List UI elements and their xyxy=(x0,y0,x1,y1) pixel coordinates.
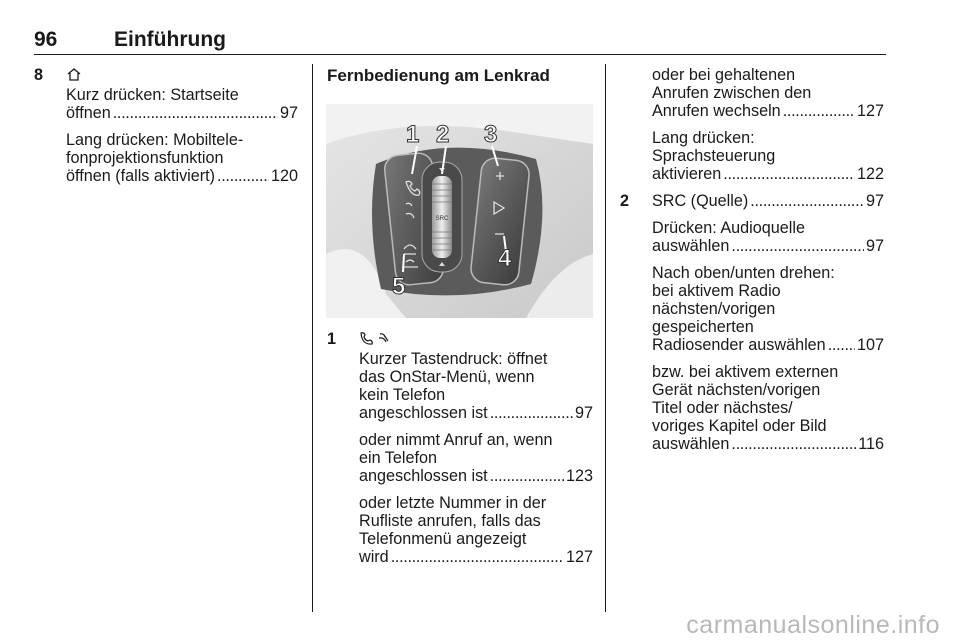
text-line: Telefonmenü angezeigt xyxy=(359,530,527,548)
reference-line xyxy=(359,467,593,485)
leader-dots xyxy=(391,548,564,566)
reference-text: öffnen (falls aktiviert) xyxy=(66,167,216,185)
text-line: Lang drücken: Mobiltele- xyxy=(66,131,244,149)
leader-dots xyxy=(731,237,864,255)
leader-dots xyxy=(828,336,855,354)
description-paragraph xyxy=(652,219,884,255)
callout-1: 1 xyxy=(406,121,420,148)
page-ref-link[interactable]: 127 xyxy=(856,102,884,120)
phone-icon xyxy=(359,331,373,349)
page-ref-link[interactable]: 97 xyxy=(279,104,298,122)
text-line: Lang drücken: xyxy=(652,129,755,147)
text-line: Drücken: Audioquelle xyxy=(652,219,805,237)
column-2 xyxy=(327,66,593,86)
page-number: 96 xyxy=(34,28,58,51)
page-ref-link[interactable]: 127 xyxy=(565,548,593,566)
description-paragraph xyxy=(652,66,884,120)
text-line: bei aktivem Radio xyxy=(652,282,781,300)
description-paragraph xyxy=(652,264,884,354)
text-line: bzw. bei aktivem externen xyxy=(652,363,839,381)
reference-text: angeschlossen ist xyxy=(359,467,488,485)
text-line: Gerät nächsten/vorigen xyxy=(652,381,821,399)
reference-text: aktivieren xyxy=(652,165,722,183)
reference-line xyxy=(652,435,884,453)
description-paragraph xyxy=(66,86,298,122)
item-8 xyxy=(34,66,298,185)
src-label: SRC xyxy=(435,216,449,222)
text-line: oder letzte Nummer in der xyxy=(359,494,547,512)
description-paragraph xyxy=(359,494,593,566)
page-ref-link[interactable]: 97 xyxy=(865,237,884,255)
home-icon xyxy=(66,67,82,86)
item-number: 8 xyxy=(34,66,44,84)
text-line: oder bei gehaltenen xyxy=(652,66,796,84)
page-header xyxy=(34,28,886,55)
page-ref-link[interactable]: 122 xyxy=(856,165,884,183)
leader-dots xyxy=(217,167,269,185)
text-line: Titel oder nächstes/ xyxy=(652,399,793,417)
text-line: das OnStar-Menü, wenn xyxy=(359,368,535,386)
text-line: ein Telefon xyxy=(359,449,438,467)
text-line: Rufliste anrufen, falls das xyxy=(359,512,541,530)
leader-dots xyxy=(731,435,856,453)
description-paragraph xyxy=(359,431,593,485)
page-ref-link[interactable]: 97 xyxy=(574,404,593,422)
callout-4: 4 xyxy=(498,245,512,272)
callout-5: 5 xyxy=(392,273,406,300)
reference-line xyxy=(652,237,884,255)
leader-dots xyxy=(783,102,855,120)
reference-text: öffnen xyxy=(66,104,111,122)
section-title: Fernbedienung am Lenkrad xyxy=(327,66,550,85)
item-number: 1 xyxy=(327,330,337,348)
description-paragraph xyxy=(359,350,593,422)
item-2-title: SRC (Quelle) . . . 97 xyxy=(652,192,884,210)
reference-line xyxy=(652,165,884,183)
text-line: gespeicherten xyxy=(652,318,754,336)
steering-wheel-figure xyxy=(326,104,593,318)
text-line: kein Telefon xyxy=(359,386,446,404)
text-line: Nach oben/unten drehen: xyxy=(652,264,835,282)
column-3 xyxy=(620,66,884,453)
reference-text: Anrufen wechseln xyxy=(652,102,781,120)
reference-line xyxy=(359,404,593,422)
reference-text: auswählen xyxy=(652,237,730,255)
reference-text: angeschlossen ist xyxy=(359,404,488,422)
description-paragraph xyxy=(652,363,884,453)
reference-line xyxy=(652,102,884,120)
reference-line xyxy=(359,548,593,566)
page-ref-link[interactable]: 107 xyxy=(856,336,884,354)
column-2-body xyxy=(327,330,593,566)
text-line: Sprachsteuerung xyxy=(652,147,776,165)
callout-2: 2 xyxy=(436,121,450,148)
reference-line xyxy=(66,167,298,185)
description-paragraph xyxy=(66,131,298,185)
reference-text: auswählen xyxy=(652,435,730,453)
reference-line xyxy=(66,104,298,122)
text-line: Kurzer Tastendruck: öffnet xyxy=(359,350,548,368)
leader-dots xyxy=(490,467,564,485)
watermark: carmanualsonline.info xyxy=(686,611,940,639)
leader-dots xyxy=(113,104,278,122)
page-ref-link[interactable]: 116 xyxy=(858,435,884,453)
text-line: fonprojektionsfunktion xyxy=(66,149,224,167)
chapter-title: Einführung xyxy=(114,28,226,51)
page-ref-link[interactable]: 123 xyxy=(565,467,593,485)
onstar-icon xyxy=(377,331,391,349)
item-number: 2 xyxy=(620,192,630,210)
text-line: Kurz drücken: Startseite xyxy=(66,86,239,104)
leader-dots xyxy=(490,404,573,422)
leader-dots xyxy=(723,165,855,183)
item-2 xyxy=(620,192,884,453)
text-line: nächsten/vorigen xyxy=(652,300,776,318)
text-line: Anrufen zwischen den xyxy=(652,84,812,102)
page-ref-link[interactable]: 120 xyxy=(270,167,298,185)
text-line: oder nimmt Anruf an, wenn xyxy=(359,431,553,449)
reference-text: Radiosender auswählen xyxy=(652,336,826,354)
column-divider-1 xyxy=(312,64,313,612)
page-ref-link[interactable]: 97 xyxy=(865,192,884,210)
reference-line xyxy=(652,336,884,354)
description-paragraph xyxy=(652,129,884,183)
column-divider-2 xyxy=(605,64,606,612)
item-1 xyxy=(327,330,593,566)
text-line: voriges Kapitel oder Bild xyxy=(652,417,827,435)
column-1 xyxy=(34,66,298,185)
reference-text: wird xyxy=(359,548,389,566)
callout-3: 3 xyxy=(484,121,498,148)
